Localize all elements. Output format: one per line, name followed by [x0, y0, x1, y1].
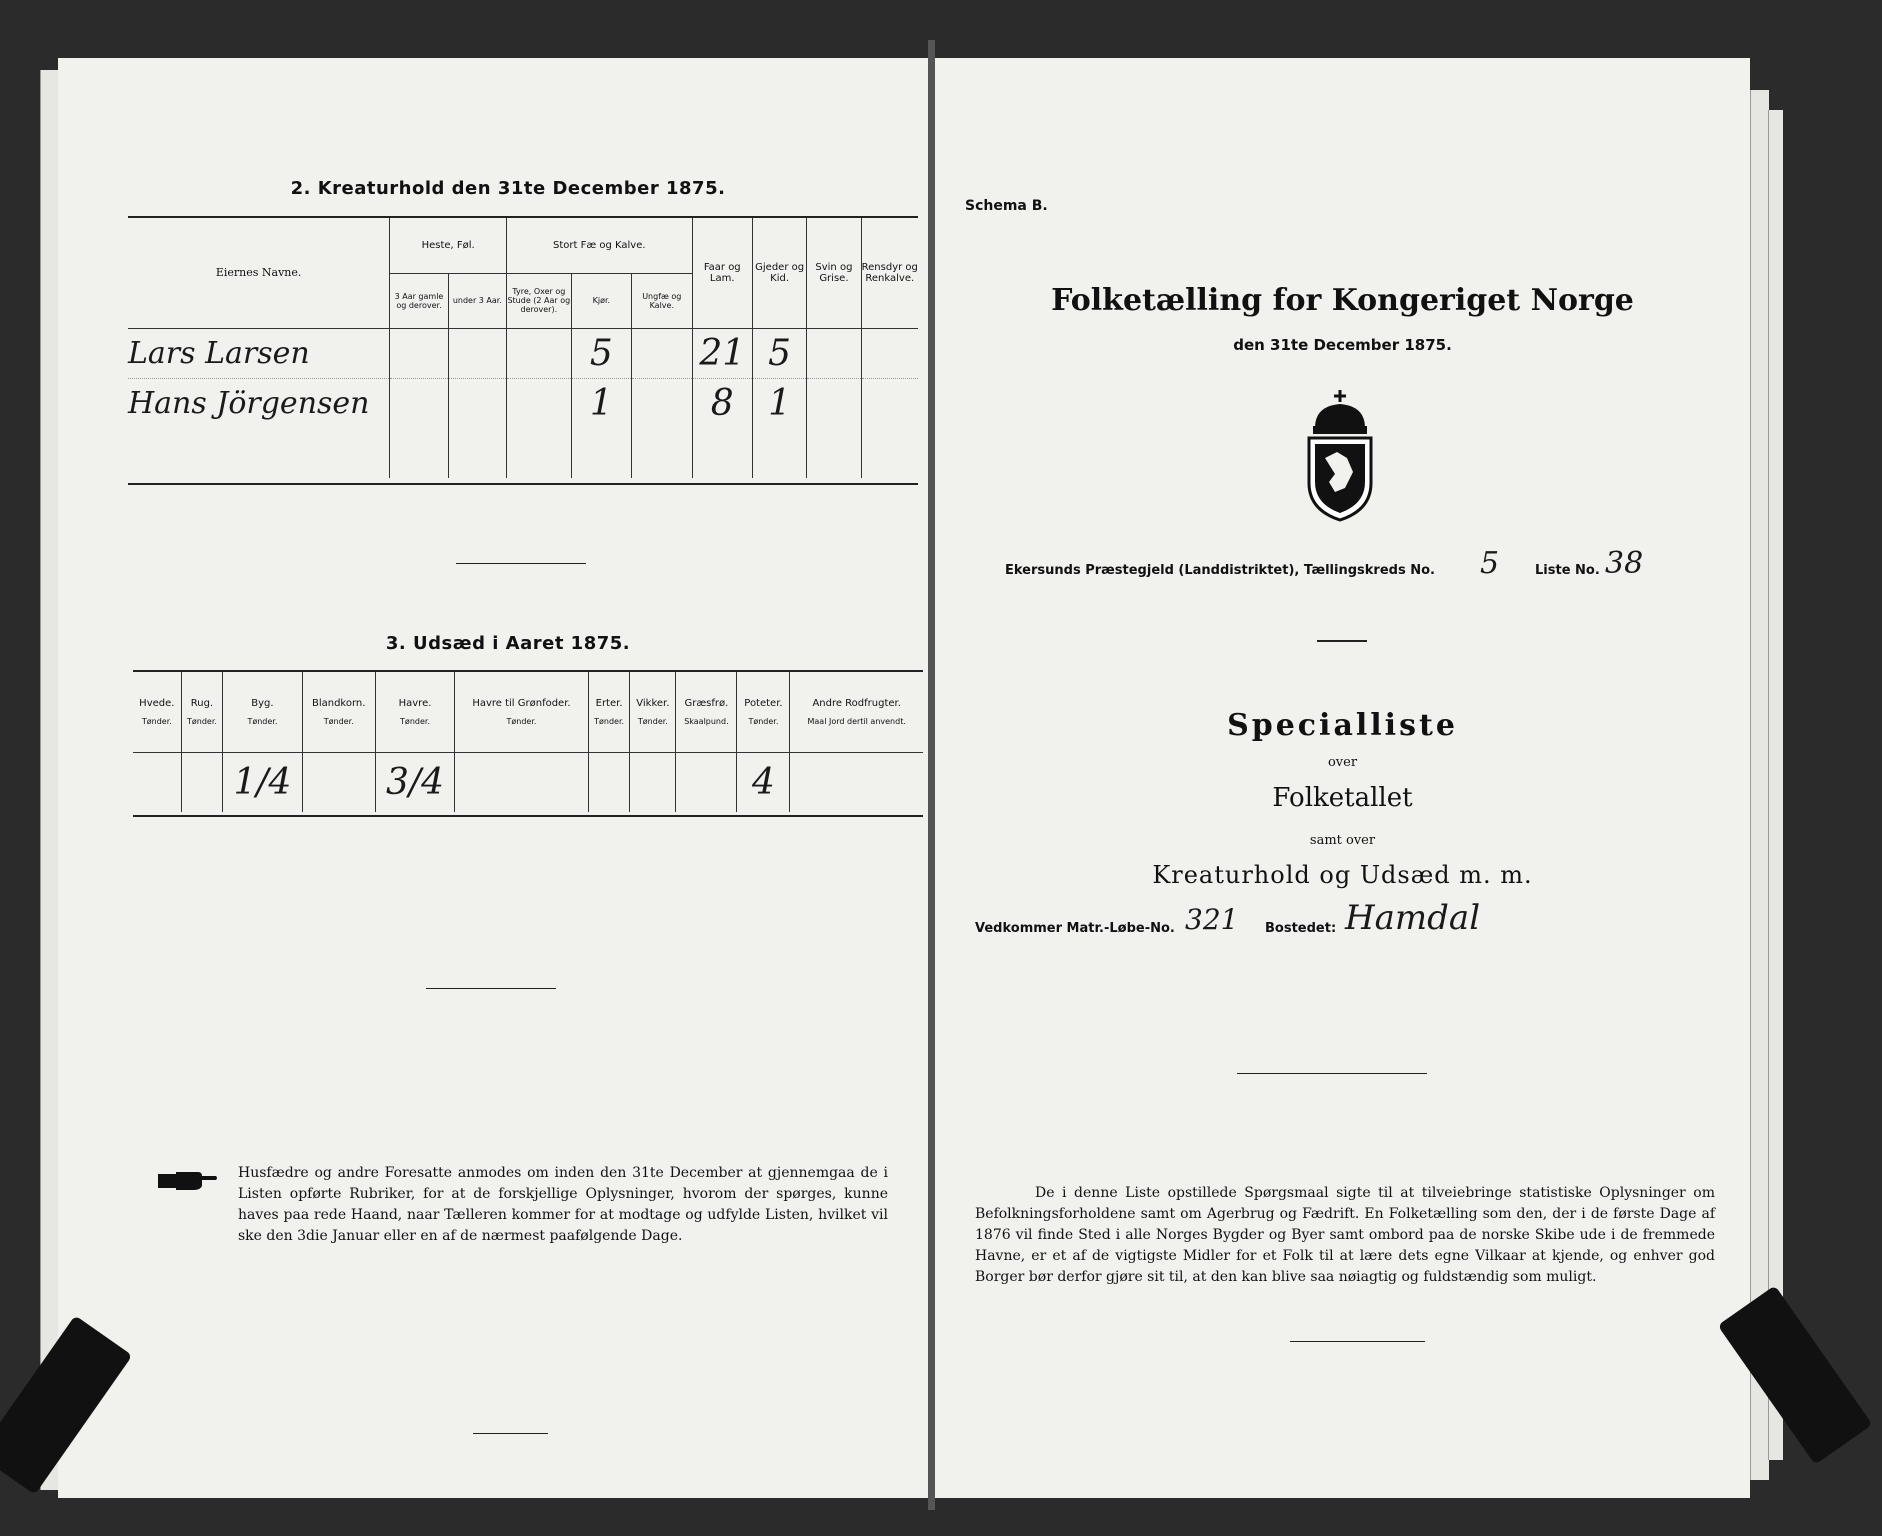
sowing-header — [676, 672, 737, 752]
table-row — [128, 328, 918, 378]
sowing-header-name: Rug. — [190, 697, 214, 709]
cattle-sub3: Ungfæ og Kalve. — [632, 273, 692, 328]
sowing-header-unit: Tønder. — [186, 716, 217, 726]
owner-name: Lars Larsen — [128, 328, 390, 378]
table-row — [128, 378, 918, 428]
sowing-value — [676, 752, 737, 812]
page-edge — [1768, 110, 1783, 1460]
divider — [426, 988, 556, 989]
sowing-header — [181, 672, 223, 752]
owner-header: Eiernes Navne. — [128, 218, 390, 328]
livestock-table-bottom-rule — [128, 483, 918, 485]
livestock-table — [128, 218, 918, 478]
sowing-header-name: Græsfrø. — [684, 697, 729, 709]
horses-sub1: 3 Aar gamle og derover. — [390, 273, 448, 328]
divider — [1317, 640, 1367, 642]
sowing-value: 4 — [737, 752, 790, 812]
sowing-header — [302, 672, 375, 752]
cattle-sub1: Tyre, Oxer og Stude (2 Aar og derover). — [507, 273, 572, 328]
sowing-header — [223, 672, 302, 752]
sowing-header-unit: Tønder. — [748, 716, 779, 726]
cows-value: 1 — [571, 378, 631, 428]
sowing-value — [455, 752, 589, 812]
sowing-header-name: Vikker. — [636, 697, 670, 709]
goats-header: Gjeder og Kid. — [752, 218, 806, 328]
sowing-header — [133, 672, 181, 752]
sowing-header — [737, 672, 790, 752]
sowing-header — [588, 672, 630, 752]
kreaturhold-heading: Kreaturhold og Udsæd m. m. — [1152, 861, 1533, 889]
sowing-value — [790, 752, 923, 812]
sowing-header — [790, 672, 923, 752]
sowing-header-unit: Tønder. — [400, 716, 430, 726]
sowing-value — [630, 752, 676, 812]
sheep-header: Faar og Lam. — [692, 218, 752, 328]
sowing-table — [133, 672, 923, 812]
matr-no: 321 — [1185, 903, 1239, 936]
sowing-header-unit: Tønder. — [323, 716, 354, 726]
sowing-value: 3/4 — [375, 752, 454, 812]
book-gutter — [928, 40, 935, 1510]
sowing-value — [588, 752, 630, 812]
footnote-text: De i denne Liste opstillede Spørgsmaal sigte til at tilveiebringe statistiske Oplysninger om Befolkningsforholdene samt om Agerbrug og Fædrift. En Folketælling som den, der i de første Dage af 1876 vil finde Sted i alle Norges Bygder og Byer samt ombord paa de norske Skibe ude i de fremmede Havne, er et af de vigtigste Midler for et Folk til at lære dets egne Vilkaar at kjende, og enhver god Borger bør derfor gjøre sit til, at den kan blive saa nøiagtig og fuldstændig som muligt. — [975, 1185, 1715, 1285]
bosted-label: Bostedet: — [1265, 921, 1337, 936]
samt-over-text: samt over — [1309, 833, 1376, 848]
section3-title: 3. Udsæd i Aaret 1875. — [385, 633, 631, 654]
schema-label: Schema B. — [965, 198, 1048, 214]
sowing-header-name: Blandkorn. — [311, 697, 366, 709]
sowing-header — [455, 672, 589, 752]
sowing-header — [375, 672, 454, 752]
sowing-header-name: Andre Rodfrugter. — [812, 697, 901, 709]
sowing-value — [133, 752, 181, 812]
page-edge — [1750, 90, 1769, 1480]
district-line: Ekersunds Præstegjeld (Landdistriktet), Tællingskreds No. — [1005, 563, 1435, 578]
sowing-header-unit: Skaalpund. — [684, 716, 729, 726]
specialliste-heading: Specialliste — [1227, 708, 1458, 743]
document-date: den 31te December 1875. — [1233, 336, 1452, 354]
divider — [456, 563, 586, 564]
sowing-header-unit: Tønder. — [637, 716, 668, 726]
sowing-header-name: Havre. — [398, 697, 432, 709]
sowing-header-name: Byg. — [251, 697, 274, 709]
sowing-value — [302, 752, 375, 812]
kreds-no: 5 — [1480, 546, 1500, 581]
sowing-header-unit: Tønder. — [247, 716, 278, 726]
matr-label: Vedkommer Matr.-Løbe-No. — [975, 921, 1175, 936]
over-text: over — [1327, 755, 1358, 770]
folketallet-heading: Folketallet — [1272, 783, 1413, 813]
liste-no: 38 — [1605, 546, 1644, 581]
sowing-header-unit: Tønder. — [594, 716, 625, 726]
left-page — [58, 58, 928, 1498]
sowing-header-unit: Maal Jord dertil anvendt. — [807, 716, 906, 726]
horses-sub2: under 3 Aar. — [448, 273, 506, 328]
divider — [473, 1433, 548, 1434]
document-title: Folketælling for Kongeriget Norge — [1051, 283, 1634, 318]
sheep-value: 8 — [692, 378, 752, 428]
owner-name: Hans Jörgensen — [128, 378, 390, 428]
sowing-header-unit: Tønder. — [141, 716, 172, 726]
bosted-value: Hamdal — [1345, 898, 1481, 938]
pigs-header: Svin og Grise. — [807, 218, 861, 328]
goats-value: 5 — [752, 328, 806, 378]
sowing-header-unit: Tønder. — [506, 716, 537, 726]
sowing-value — [181, 752, 223, 812]
cattle-sub2: Kjør. — [571, 273, 631, 328]
divider — [1237, 1073, 1427, 1074]
horses-header: Heste, Føl. — [390, 218, 507, 273]
reindeer-header: Rensdyr og Renkalve. — [861, 261, 918, 284]
goats-value: 1 — [752, 378, 806, 428]
cattle-header: Stort Fæ og Kalve. — [507, 218, 692, 273]
cows-value: 5 — [571, 328, 631, 378]
pointing-hand-icon — [158, 1168, 218, 1194]
coat-of-arms-icon — [1295, 388, 1385, 523]
footnote-text: Husfædre og andre Foresatte anmodes om inden den 31te December at gjennemgaa de i Listen opførte Rubriker, for at de forskjellige Oplysninger, hvorom der spørges, kunne haves paa rede Haand, naar Tælleren kommer for at modtage og udfylde Listen, hvilket vil ske den 3die Januar eller en af de nærmest paafølgende Dage. — [238, 1165, 888, 1244]
sowing-header-name: Poteter. — [744, 697, 783, 709]
section2-title: 2. Kreaturhold den 31te December 1875. — [290, 178, 726, 199]
sowing-table-bottom-rule — [133, 815, 923, 817]
divider — [1290, 1341, 1425, 1342]
sowing-header-name: Havre til Grønfoder. — [472, 697, 571, 709]
liste-label: Liste No. — [1535, 563, 1600, 578]
sowing-header — [630, 672, 676, 752]
sowing-header-name: Erter. — [595, 697, 623, 709]
sowing-header-name: Hvede. — [139, 697, 175, 709]
right-page — [935, 58, 1750, 1498]
sowing-value: 1/4 — [223, 752, 302, 812]
sheep-value: 21 — [692, 328, 752, 378]
